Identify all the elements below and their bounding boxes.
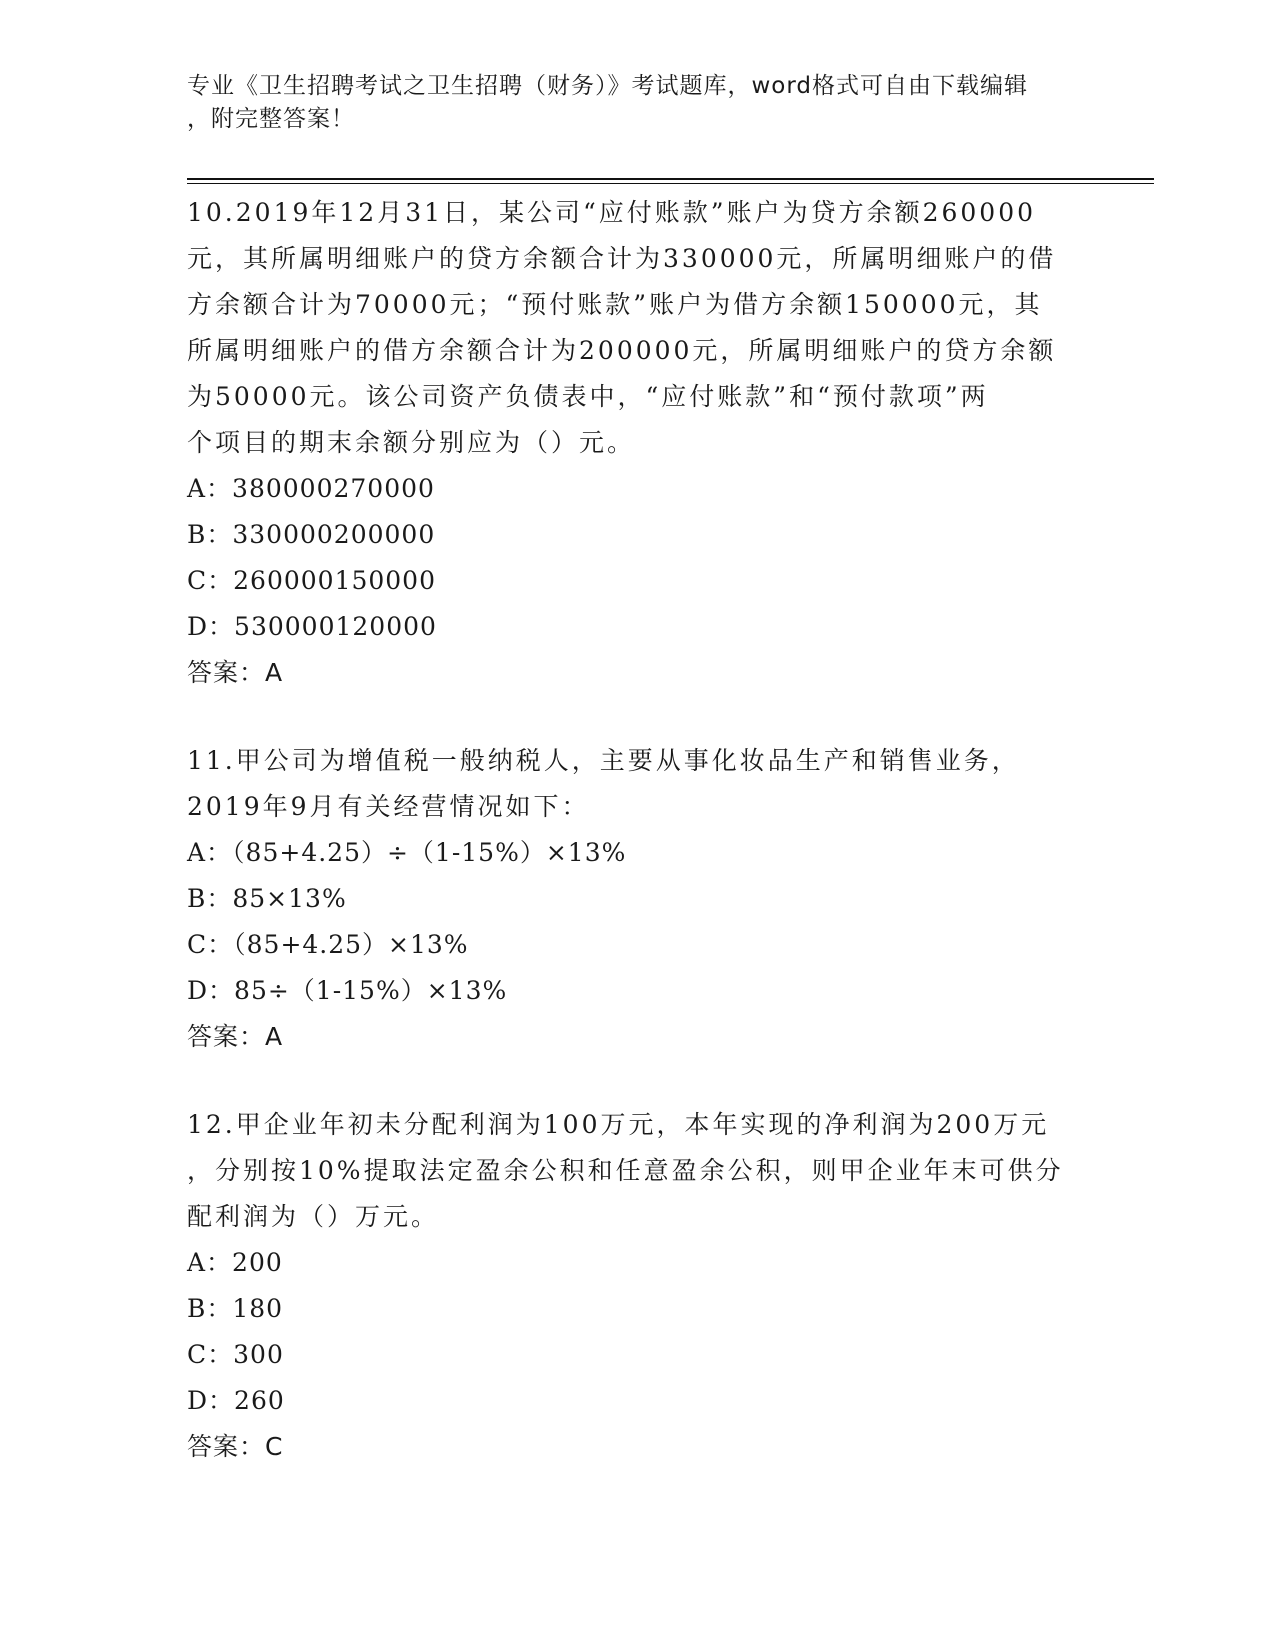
- answer-line: 答案：A: [187, 658, 284, 687]
- header-line: 专业《卫生招聘考试之卫生招聘（财务）》考试题库，word格式可自由下载编辑: [187, 73, 1029, 99]
- question-text-line: 配利润为（）万元。: [187, 1202, 440, 1231]
- option-a: A：380000270000: [187, 474, 435, 503]
- option-b: B：180: [187, 1294, 284, 1323]
- header-divider: [187, 178, 1154, 180]
- option-c: C：（85+4.25）×13%: [187, 930, 469, 959]
- answer-line: 答案：C: [187, 1432, 284, 1461]
- question-text-line: 个项目的期末余额分别应为（）元。: [187, 428, 636, 457]
- question-text-line: 10.2019年12月31日，某公司“应付账款”账户为贷方余额260000: [187, 198, 1037, 227]
- question-11: [187, 738, 1087, 1060]
- question-10: [187, 190, 1087, 696]
- spacer: [187, 1060, 1087, 1102]
- option-a: A：200: [187, 1248, 283, 1277]
- option-d: D：260: [187, 1386, 285, 1415]
- question-text-line: 12.甲企业年初未分配利润为100万元，本年实现的净利润为200万元: [187, 1110, 1050, 1139]
- option-a: A：（85+4.25）÷（1-15%）×13%: [187, 838, 627, 867]
- answer-line: 答案：A: [187, 1022, 284, 1051]
- spacer: [187, 696, 1087, 738]
- question-text-line: 2019年9月有关经营情况如下：: [187, 792, 590, 821]
- option-d: D：85÷（1-15%）×13%: [187, 976, 508, 1005]
- question-list: [187, 190, 1087, 1470]
- question-text-line: 11.甲公司为增值税一般纳税人，主要从事化妆品生产和销售业务，: [187, 746, 1020, 775]
- question-12: [187, 1102, 1087, 1470]
- option-b: B：330000200000: [187, 520, 436, 549]
- document-header: [187, 70, 1067, 136]
- header-divider-thin: [187, 183, 1154, 184]
- option-b: B：85×13%: [187, 884, 347, 913]
- option-d: D：530000120000: [187, 612, 437, 641]
- question-text-line: 方余额合计为70000元；“预付账款”账户为借方余额150000元，其: [187, 290, 1043, 319]
- option-c: C：300: [187, 1340, 284, 1369]
- question-text-line: 所属明细账户的借方余额合计为200000元，所属明细账户的贷方余额: [187, 336, 1057, 365]
- header-line: ，附完整答案！: [187, 106, 355, 132]
- option-c: C：260000150000: [187, 566, 436, 595]
- question-text-line: 元，其所属明细账户的贷方余额合计为330000元，所属明细账户的借: [187, 244, 1057, 273]
- question-text-line: ，分别按10%提取法定盈余公积和任意盈余公积，则甲企业年末可供分: [187, 1156, 1064, 1185]
- question-text-line: 为50000元。该公司资产负债表中，“应付账款”和“预付款项”两: [187, 382, 989, 411]
